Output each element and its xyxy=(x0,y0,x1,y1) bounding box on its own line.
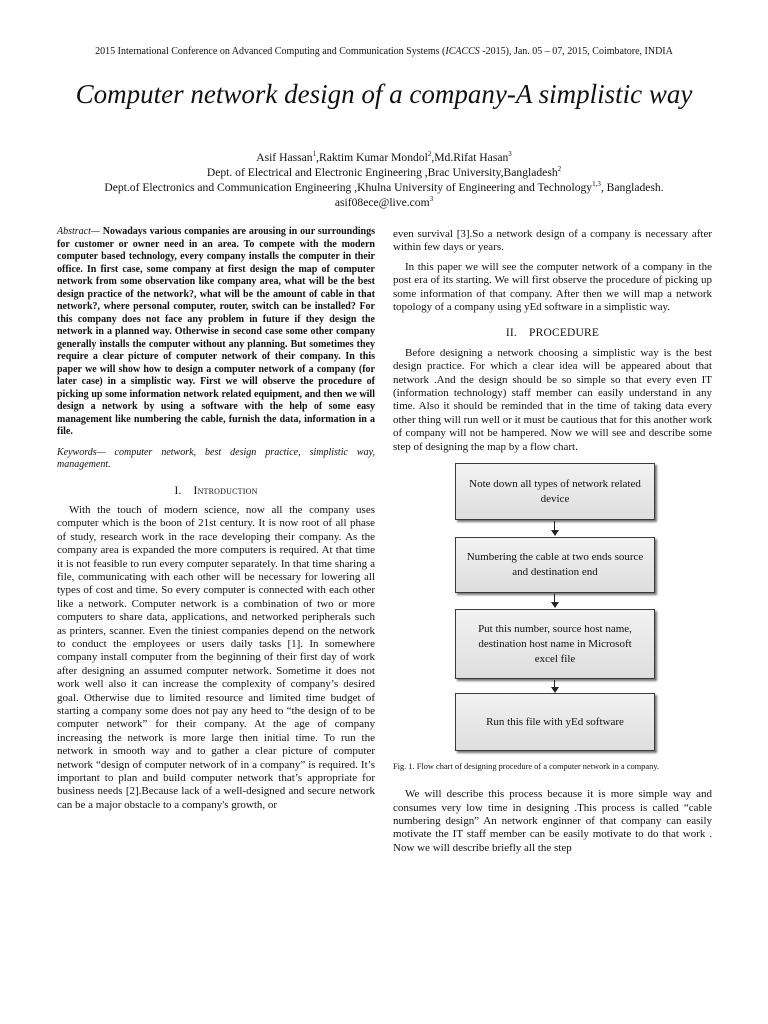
right-column xyxy=(393,228,712,861)
author-2: ,Raktim Kumar Mondol xyxy=(316,151,428,164)
author-1-marker: 1 xyxy=(312,150,317,159)
section-1-number: I. xyxy=(174,484,182,497)
author-email xyxy=(0,195,768,210)
abstract-label: Abstract xyxy=(57,226,91,237)
paper-title: Computer network design of a company-A simplistic way xyxy=(75,79,693,109)
flowchart-step-4: Run this file with yEd software xyxy=(455,693,655,751)
author-3-marker: 3 xyxy=(508,150,512,159)
keywords-text: computer network, best design practice, simplistic way, management. xyxy=(57,446,375,470)
flowchart-arrowhead-2 xyxy=(551,602,559,608)
author-3: ,Md.Rifat Hasan xyxy=(431,151,509,164)
affiliation-1 xyxy=(0,165,768,180)
flowchart-step-2: Numbering the cable at two ends source and destination end xyxy=(455,537,655,593)
affiliation-2-marker: 1,3 xyxy=(592,180,601,189)
conference-header xyxy=(0,45,768,58)
abstract-text: Nowadays various companies are arousing in our surroundings for customer or owner need in an area. To compete with the modern computer based technology, every company installs the computer in their office. In first case, some company at first design the map of computer network from some observation like company area, what will be the best design practice of the network?, what will be the amount of cable in that network?, where personal computer, router, switch can be installed? For this company does not face any problem in future if they design the network in a planned way. Otherwise in second case some other company generally installs the computer without any planning. But sometimes they require a clear picture of computer network of their company. In this paper we will show how to design a computer network of a company (for later case) in a simplistic way. First we will observe the procedure of picking up some information network related equipment, and then we will design a network by using a software with the help of some easy management like numbering the cable, furnish the data, information in a file. xyxy=(57,226,375,437)
flowchart-step-3: Put this number, source host name, destination host name in Microsoft excel file xyxy=(455,609,655,679)
affiliation-2-suffix: , Bangladesh. xyxy=(600,181,664,194)
authors-block xyxy=(0,150,768,210)
section-2-heading xyxy=(393,327,712,340)
flowchart xyxy=(393,463,712,759)
figure-1-caption: Fig. 1. Flow chart of designing procedure of a computer network in a company. xyxy=(393,762,659,772)
intro-paragraph-2: In this paper we will see the computer network of a company in the post era of its starting. We will first observe the procedure of picking up some information of that company. After then we will map a network topology of a company using yEd software in a simplistic way. xyxy=(393,260,712,314)
flowchart-arrowhead-1 xyxy=(551,530,559,536)
keywords-label: Keywords xyxy=(57,446,97,458)
keywords xyxy=(57,447,375,472)
conference-header-prefix: 2015 International Conference on Advanced Computing and Communication Systems ( xyxy=(95,46,446,57)
affiliation-1-marker: 2 xyxy=(557,165,562,174)
intro-paragraph-1: With the touch of modern science, now all the company uses computer which is the boon of 21st century. It is now root of all phase of study, research work in the race developing their company. As the company area is expanded the more computers is required. At that time it is not feasible to run every computer separately. In that time sharing a file, communicating with each other will be necessary for lowering all types of cost and time. So every computer is connected with each other like a network. Computer network is a combination of two or more computers to share data, applications, and networked peripherals such as printers, scanner. Even the tiniest companies depend on the network to conduct the employees or users daily tasks [1]. In somewhere company install computer from the beginning of their first day of work after designing an assumed computer network. Sometime it does not work well also it can increase the complexity of company’s desired goal. Otherwise due to limited resource and limited time budget of starting a company some does not pay any heed to “the design of to be computer network” for their company. At the age of company increasing the network is more large then initial time. To run the network in smooth way and to gather a clear picture of computer network “design of computer network of in a company” is required. It’s important to plan and build computer network that’s appropriate for business needs [2].Because lack of a well-designed and secure network can be a major obstacle to a company's growth, or xyxy=(57,503,375,811)
section-1-title: Introduction xyxy=(193,484,258,497)
email-marker: 3 xyxy=(429,195,434,204)
author-2-marker: 2 xyxy=(427,150,432,159)
left-column xyxy=(57,226,375,818)
author-line xyxy=(0,150,768,165)
affiliation-1-text: Dept. of Electrical and Electronic Engineering ,Brac University,Bangladesh xyxy=(206,166,558,179)
section-1-heading xyxy=(57,485,375,498)
abstract-dash: — xyxy=(90,226,103,237)
affiliation-2-text: Dept.of Electronics and Communication Engineering ,Khulna University of Engineering and Technology xyxy=(104,181,593,194)
conference-acronym: ICACCS xyxy=(445,46,480,57)
affiliation-2 xyxy=(0,180,768,195)
abstract xyxy=(57,226,375,439)
email-text: asif08ece@live.com xyxy=(334,196,430,209)
flowchart-step-1: Note down all types of network related device xyxy=(455,463,655,520)
intro-paragraph-1-continued: even survival [3].So a network design of a company is necessary after within few days or years. xyxy=(393,228,712,254)
procedure-paragraph-2: We will describe this process because it is more simple way and consumes very low time in designing .This process is called “cable numbering design” An network enginner of that company can easily motivate the IT staff member can be easily motivate to do that work . Now we will describe briefly all the step xyxy=(393,788,712,854)
section-2-title: PROCEDURE xyxy=(528,327,600,340)
keywords-dash: — xyxy=(96,446,115,458)
section-2-number: II. xyxy=(505,327,517,340)
author-1: Asif Hassan xyxy=(256,151,313,164)
procedure-paragraph-1: Before designing a network choosing a simplistic way is the best design practice. For which a clear idea will be appeared about that network .And the design should be so simple so that every even IT (information technology) staff member can easily understand in any time. Also it should be reminded that in the time of taking data every other thing will run well or it must be cautious that for this another work of company will not be hampered. Now we will see and describe some step of designing the map by a flow chart. xyxy=(393,346,712,453)
conference-header-suffix: -2015), Jan. 05 – 07, 2015, Coimbatore, INDIA xyxy=(479,46,673,57)
